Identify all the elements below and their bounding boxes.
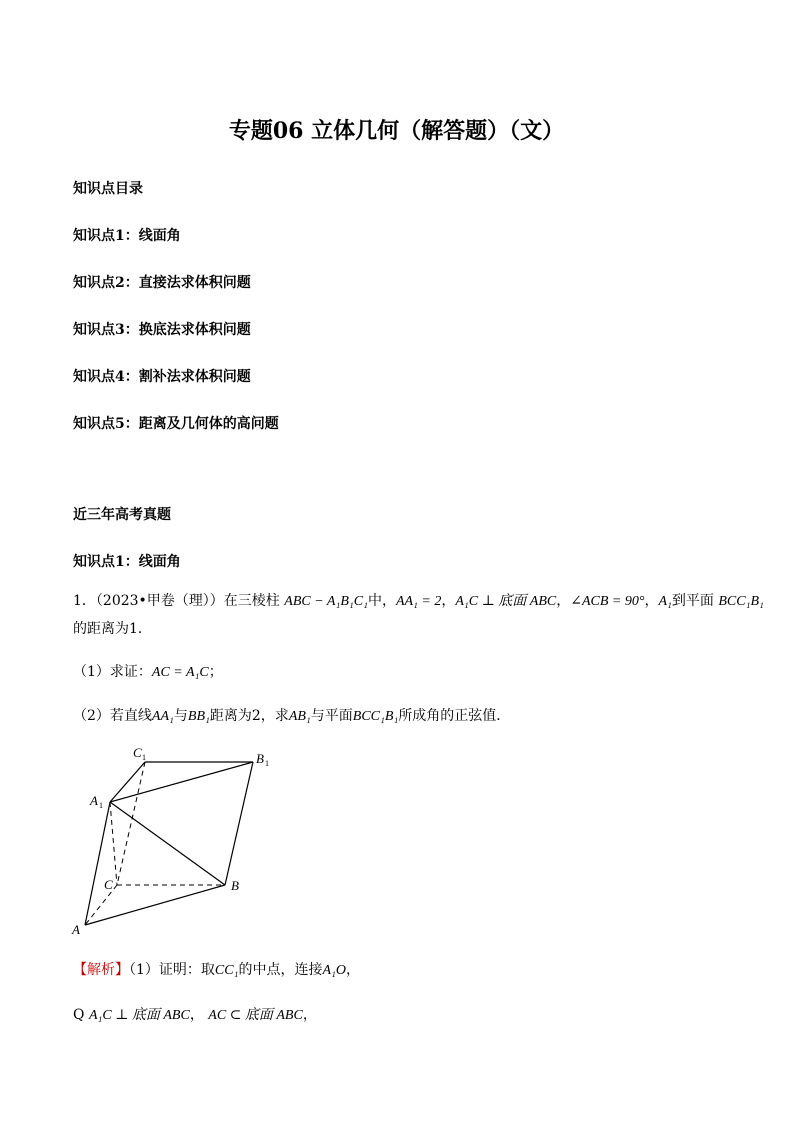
toc-item-2: 知识点2：直接法求体积问题 — [73, 275, 251, 291]
question-1-expr: AC = A₁C — [151, 665, 209, 680]
question-2-e: 所成角的正弦值． — [398, 708, 511, 724]
edge-a1c — [110, 802, 117, 885]
solution-1-a: （1）证明：取 — [129, 962, 215, 978]
prism-figure — [70, 742, 280, 942]
solution-line-1 — [73, 959, 360, 979]
solution-1-b: 的中点，连接 — [238, 962, 323, 978]
label-a1: A — [90, 793, 98, 808]
problem-text-2: ， — [441, 593, 456, 609]
section-subheading: 知识点1：线面角 — [73, 554, 181, 570]
solution-2-c: AC ⊂ 底面 ABC — [208, 1008, 303, 1023]
toc-item-5: 知识点5：距离及几何体的高问题 — [73, 416, 279, 432]
problem-line-1 — [73, 590, 764, 610]
condition-aa1: AA₁ = 2 — [395, 594, 442, 609]
question-2-b: 与 — [173, 708, 188, 724]
line-bb1: BB₁ — [187, 709, 210, 724]
solution-2-q: Q — [73, 1007, 85, 1023]
page-title: 专题06 立体几何（解答题）（文） — [228, 118, 565, 144]
label-c1: C — [133, 745, 142, 760]
problem-source: （2023•甲卷（理））在三棱柱 — [95, 593, 280, 609]
edge-a1a — [85, 802, 110, 925]
problem-number: 1． — [73, 593, 96, 609]
toc-item-3: 知识点3：换底法求体积问题 — [73, 322, 251, 338]
problem-line-2: 的距离为1． — [73, 621, 152, 637]
question-1-label: （1）求证： — [73, 664, 152, 680]
solution-1-c: ， — [346, 962, 360, 978]
problem-text-5: 到平面 — [671, 593, 714, 609]
edge-b1b — [225, 762, 253, 885]
label-b1-sub: 1 — [265, 759, 269, 768]
problem-text-3: ， — [556, 593, 571, 609]
edge-c1a1 — [110, 762, 145, 802]
segment-cc1: CC₁ — [214, 963, 239, 978]
plane-bcc1b1: BCC₁B₁ — [352, 709, 399, 724]
question-1 — [73, 661, 223, 681]
label-b: B — [231, 878, 239, 893]
label-a1-sub: 1 — [99, 801, 103, 810]
solution-2-d: ， — [302, 1007, 317, 1023]
solution-line-2 — [73, 1004, 317, 1024]
point-a1: A₁ — [658, 594, 672, 609]
segment-a1o: A₁O — [322, 963, 346, 978]
problem-text-4: ， — [644, 593, 659, 609]
prism-name: ABC − A₁B₁C₁ — [284, 594, 368, 609]
label-a: A — [72, 922, 80, 937]
toc-item-1: 知识点1：线面角 — [73, 228, 181, 244]
question-2-a: （2）若直线 — [73, 708, 152, 724]
question-2-c: 距离为2，求 — [209, 708, 289, 724]
section-heading: 近三年高考真题 — [73, 507, 171, 523]
label-b1: B — [256, 751, 264, 766]
edge-a1b1 — [110, 762, 253, 802]
toc-heading: 知识点目录 — [73, 181, 143, 197]
condition-perpendicular: A₁C ⊥ 底面 ABC — [455, 594, 557, 609]
question-2 — [73, 705, 510, 725]
label-c: C — [104, 877, 113, 892]
line-aa1: AA₁ — [151, 709, 174, 724]
solution-tag: 【解析】 — [73, 962, 129, 978]
solution-2-b: ， — [189, 1007, 204, 1023]
condition-angle: ∠ACB = 90° — [570, 594, 645, 609]
solution-2-a: A₁C ⊥ 底面 ABC — [88, 1008, 190, 1023]
edge-a1b — [110, 802, 225, 885]
question-1-end: ； — [208, 664, 223, 680]
problem-text-1: 中， — [367, 593, 396, 609]
plane-name: BCC₁B₁ — [718, 594, 764, 609]
question-2-d: 与平面 — [310, 708, 353, 724]
label-c1-sub: 1 — [142, 753, 146, 762]
line-ab1: AB₁ — [288, 709, 311, 724]
toc-item-4: 知识点4：割补法求体积问题 — [73, 369, 251, 385]
